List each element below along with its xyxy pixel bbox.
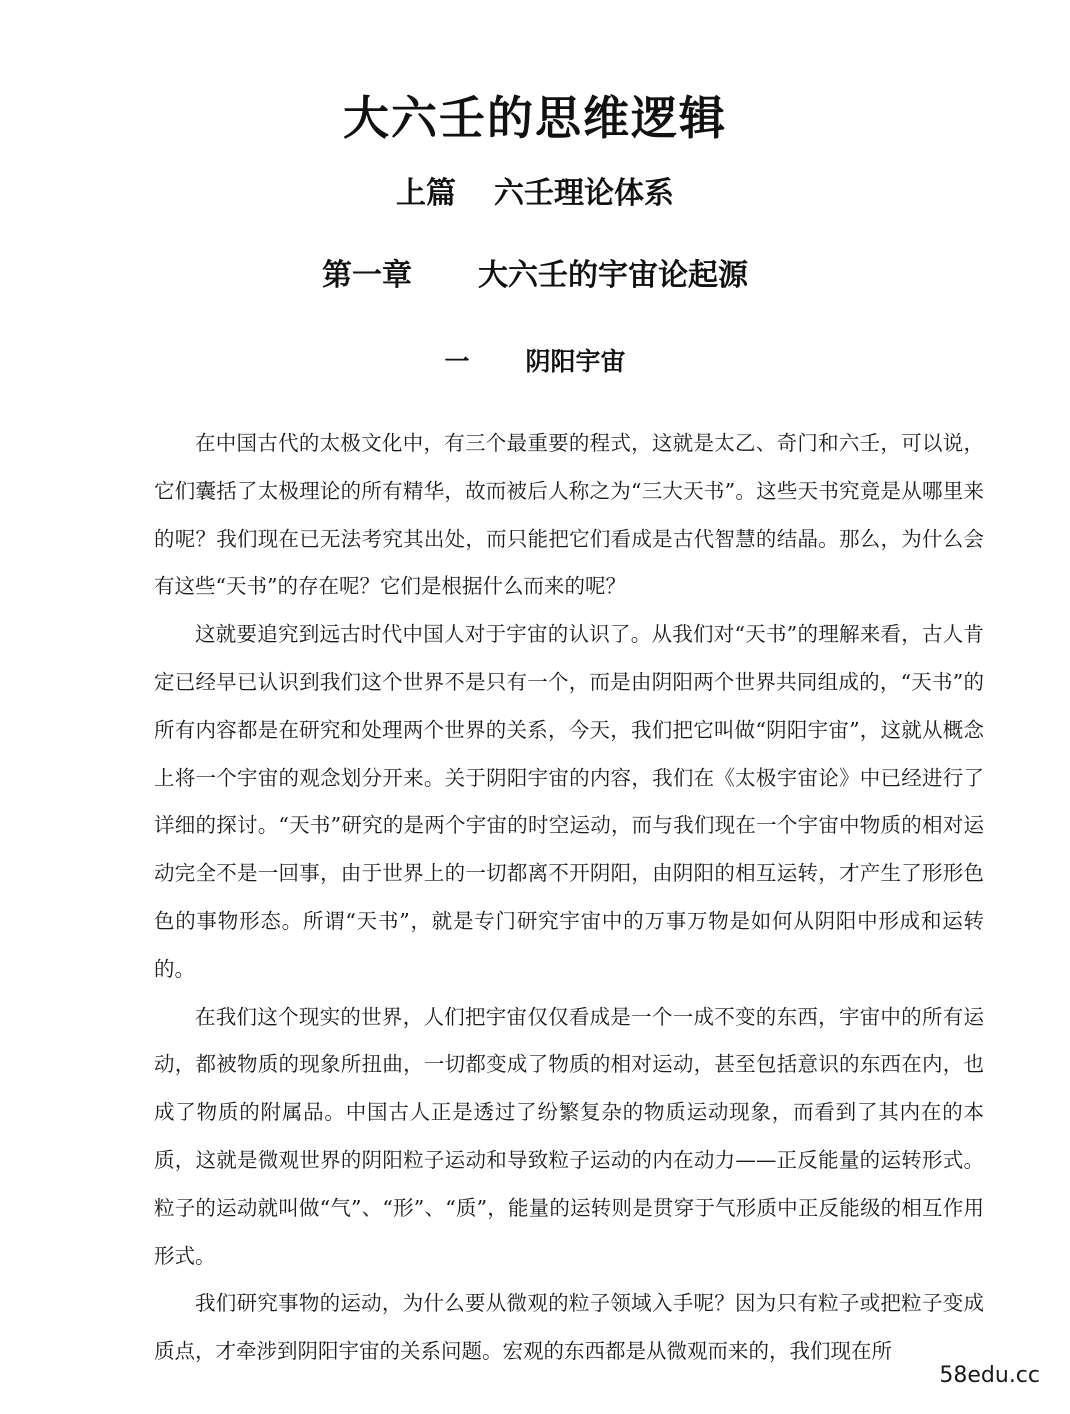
section-title: 阴阳宇宙 <box>525 347 626 376</box>
section-heading <box>0 342 1070 382</box>
chapter-label: 第一章 <box>322 258 412 293</box>
section-number: 一 <box>444 347 470 376</box>
part-label: 上篇 <box>396 176 456 211</box>
chapter-title: 大六壬的宇宙论起源 <box>478 258 748 293</box>
paragraph: 我们研究事物的运动，为什么要从微观的粒子领域入手呢？因为只有粒子或把粒子变成质点，才牵涉到阴阳宇宙的关系问题。宏观的东西都是从微观而来的，我们现在所 <box>154 1291 984 1364</box>
paragraph: 在中国古代的太极文化中，有三个最重要的程式，这就是太乙、奇门和六壬，可以说，它们囊括了太极理论的所有精华，故而被后人称之为“三大天书”。这些天书究竟是从哪里来的呢？我们现在已无法考究其出处，而只能把它们看成是古代智慧的结晶。那么，为什么会有这些“天书”的存在呢？它们是根据什么而来的呢？ <box>154 431 984 599</box>
watermark-label: 58edu.cc <box>935 1361 1044 1390</box>
part-title: 六壬理论体系 <box>494 176 674 211</box>
chapter-heading <box>0 254 1070 298</box>
paragraph: 这就要追究到远古时代中国人对于宇宙的认识了。从我们对“天书”的理解来看，古人肯定已经早已认识到我们这个世界不是只有一个，而是由阴阳两个世界共同组成的，“天书”的所有内容都是在研究和处理两个世界的关系，今天，我们把它叫做“阴阳宇宙”，这就从概念上将一个宇宙的观念划分开来。关于阴阳宇宙的内容，我们在《太极宇宙论》中已经进行了详细的探讨。“天书”研究的是两个宇宙的时空运动，而与我们现在一个宇宙中物质的相对运动完全不是一回事，由于世界上的一切都离不开阴阳，由阴阳的相互运转，才产生了形形色色的事物形态。所谓“天书”，就是专门研究宇宙中的万事万物是如何从阴阳中形成和运转的。 <box>154 622 984 981</box>
book-title: 大六壬的思维逻辑 <box>343 91 727 145</box>
paragraph: 在我们这个现实的世界，人们把宇宙仅仅看成是一个一成不变的东西，宇宙中的所有运动，都被物质的现象所扭曲，一切都变成了物质的相对运动，甚至包括意识的东西在内，也成了物质的附属品。中国古人正是透过了纷繁复杂的物质运动现象，而看到了其内在的本质，这就是微观世界的阴阳粒子运动和导致粒子运动的内在动力——正反能量的运转形式。粒子的运动就叫做“气”、“形”、“质”，能量的运转则是贯穿于气形质中正反能级的相互作用形式。 <box>154 1004 984 1268</box>
body-text <box>154 420 984 1376</box>
part-heading <box>0 172 1070 216</box>
